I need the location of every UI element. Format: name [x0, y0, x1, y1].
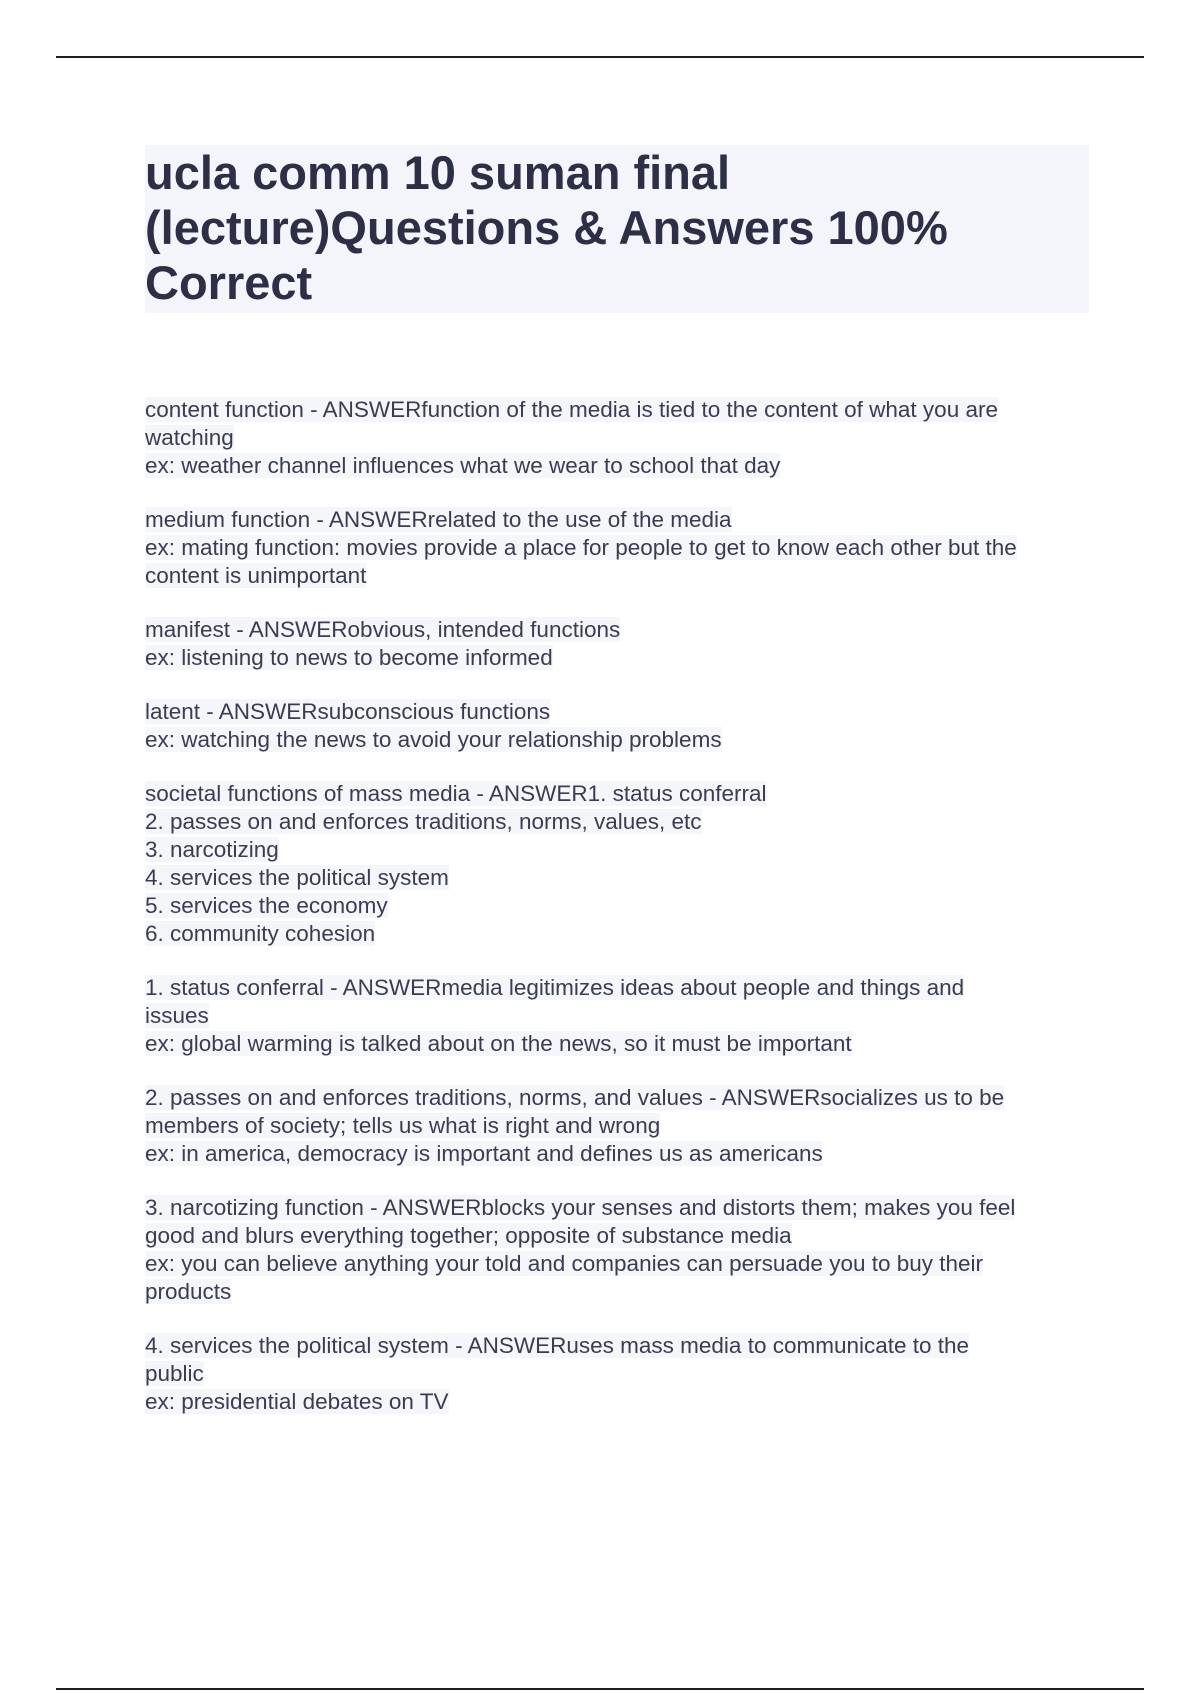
- qa-line: 4. services the political system: [145, 865, 449, 890]
- qa-line: ex: watching the news to avoid your relationship problems: [145, 727, 722, 752]
- qa-entry: [145, 506, 1089, 590]
- qa-line: members of society; tells us what is right and wrong: [145, 1113, 661, 1138]
- qa-line: 5. services the economy: [145, 893, 388, 918]
- qa-line: content is unimportant: [145, 563, 367, 588]
- qa-list: [145, 396, 1089, 1442]
- header-rule: [56, 56, 1144, 58]
- qa-line: good and blurs everything together; opposite of substance media: [145, 1223, 792, 1248]
- qa-line: ex: listening to news to become informed: [145, 645, 553, 670]
- qa-line: watching: [145, 425, 234, 450]
- qa-line: 2. passes on and enforces traditions, norms, and values - ANSWERsocializes us to be: [145, 1085, 1005, 1110]
- qa-line: 1. status conferral - ANSWERmedia legitimizes ideas about people and things and: [145, 975, 965, 1000]
- qa-entry: [145, 396, 1089, 480]
- qa-line: 4. services the political system - ANSWERuses mass media to communicate to the: [145, 1333, 970, 1358]
- qa-line: ex: presidential debates on TV: [145, 1389, 449, 1414]
- qa-line: 3. narcotizing function - ANSWERblocks your senses and distorts them; makes you feel: [145, 1195, 1016, 1220]
- qa-entry: [145, 974, 1089, 1058]
- qa-line: 3. narcotizing: [145, 837, 279, 862]
- qa-line: ex: global warming is talked about on the news, so it must be important: [145, 1031, 852, 1056]
- title-block: [145, 145, 1089, 313]
- qa-entry: [145, 1194, 1089, 1306]
- qa-line: products: [145, 1279, 232, 1304]
- qa-line: ex: mating function: movies provide a place for people to get to know each other but the: [145, 535, 1017, 560]
- qa-line: societal functions of mass media - ANSWER1. status conferral: [145, 781, 767, 806]
- qa-entry: [145, 616, 1089, 672]
- qa-line: medium function - ANSWERrelated to the use of the media: [145, 507, 732, 532]
- qa-line: ex: in america, democracy is important and defines us as americans: [145, 1141, 823, 1166]
- footer-rule: [56, 1688, 1144, 1690]
- qa-line: manifest - ANSWERobvious, intended functions: [145, 617, 621, 642]
- qa-line: issues: [145, 1003, 209, 1028]
- qa-entry: [145, 780, 1089, 948]
- qa-line: ex: you can believe anything your told and companies can persuade you to buy their: [145, 1251, 984, 1276]
- document-title: ucla comm 10 suman final (lecture)Questions & Answers 100% Correct: [145, 146, 948, 309]
- qa-entry: [145, 1084, 1089, 1168]
- qa-line: content function - ANSWERfunction of the media is tied to the content of what you are: [145, 397, 998, 422]
- qa-line: ex: weather channel influences what we wear to school that day: [145, 453, 781, 478]
- qa-line: public: [145, 1361, 204, 1386]
- qa-line: 2. passes on and enforces traditions, norms, values, etc: [145, 809, 702, 834]
- qa-line: latent - ANSWERsubconscious functions: [145, 699, 551, 724]
- qa-line: 6. community cohesion: [145, 921, 376, 946]
- qa-entry: [145, 1332, 1089, 1416]
- qa-entry: [145, 698, 1089, 754]
